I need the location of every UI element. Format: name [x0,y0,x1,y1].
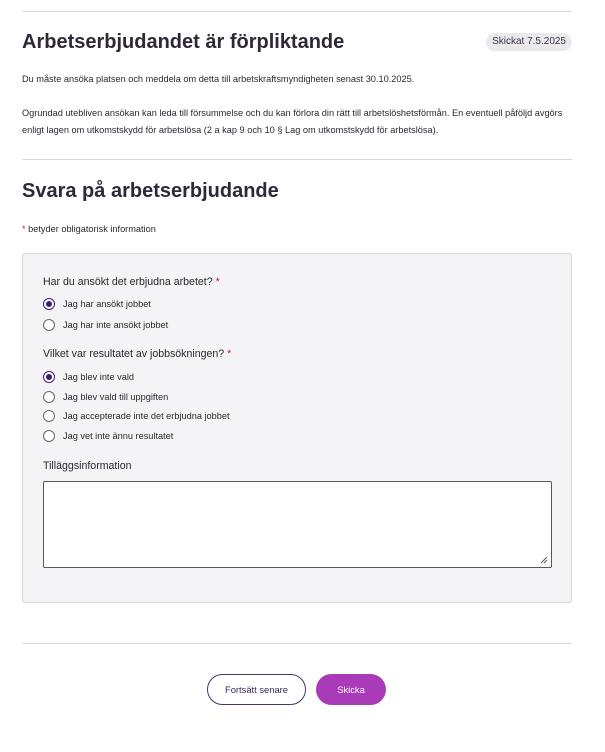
answer-panel [22,253,572,603]
offer-title: Arbetserbjudandet är förpliktande [22,31,345,53]
radio-option-not-applied[interactable] [43,318,168,332]
required-star: * [22,224,26,234]
question-result-label [43,348,231,360]
radio-option-label: Jag vet inte ännu resultatet [63,431,174,441]
consequence-paragraph: Ogrundad utebliven ansökan kan leda till försummelse och du kan förlora din rätt till arbetslöshetsförmån. En eventuell påföljd avgörs enligt lagen om utkomstskydd för arbetslösa (2 a kap 9 och 10 § Lag om utkomstskydd för arbetslösa). [22,108,563,135]
section-divider [22,159,572,160]
resize-grip-icon[interactable] [540,556,548,564]
required-note [22,224,156,234]
radio-option-unknown[interactable] [43,429,173,443]
send-button[interactable]: Skicka [316,674,386,705]
radio-option-label: Jag har inte ansökt jobbet [63,320,169,330]
radio-button[interactable] [43,319,55,331]
required-star: * [227,348,232,360]
bottom-divider [22,643,572,644]
radio-option-not-chosen[interactable] [43,370,134,384]
form-title: Svara på arbetserbjudande [22,180,279,202]
radio-button-selected[interactable] [43,298,55,310]
continue-later-button[interactable]: Fortsätt senare [207,674,306,705]
required-star: * [215,276,220,288]
radio-option-applied[interactable] [43,297,151,311]
radio-option-label: Jag har ansökt jobbet [63,299,151,309]
required-note-text: betyder obligatorisk information [28,224,156,234]
additional-info-label: Tilläggsinformation [43,460,132,472]
question-result-text: Vilket var resultatet av jobbsökningen? [43,348,225,360]
radio-button-selected[interactable] [43,371,55,383]
radio-option-declined[interactable] [43,409,230,423]
radio-option-label: Jag accepterade inte det erbjudna jobbet [63,411,230,421]
radio-option-label: Jag blev vald till uppgiften [63,392,169,402]
question-applied-text: Har du ansökt det erbjudna arbetet? [43,276,213,288]
additional-info-textarea[interactable] [43,481,552,568]
radio-option-label: Jag blev inte vald [63,372,134,382]
deadline-paragraph: Du måste ansöka platsen och meddela om detta till arbetskraftsmyndigheten senast 30.10.2025. [22,74,415,84]
top-divider [22,11,572,12]
sent-date-badge: Skickat 7.5.2025 [486,33,572,51]
question-applied-label [43,276,220,288]
radio-button[interactable] [43,391,55,403]
radio-button[interactable] [43,410,55,422]
radio-button[interactable] [43,430,55,442]
radio-option-chosen[interactable] [43,390,168,404]
